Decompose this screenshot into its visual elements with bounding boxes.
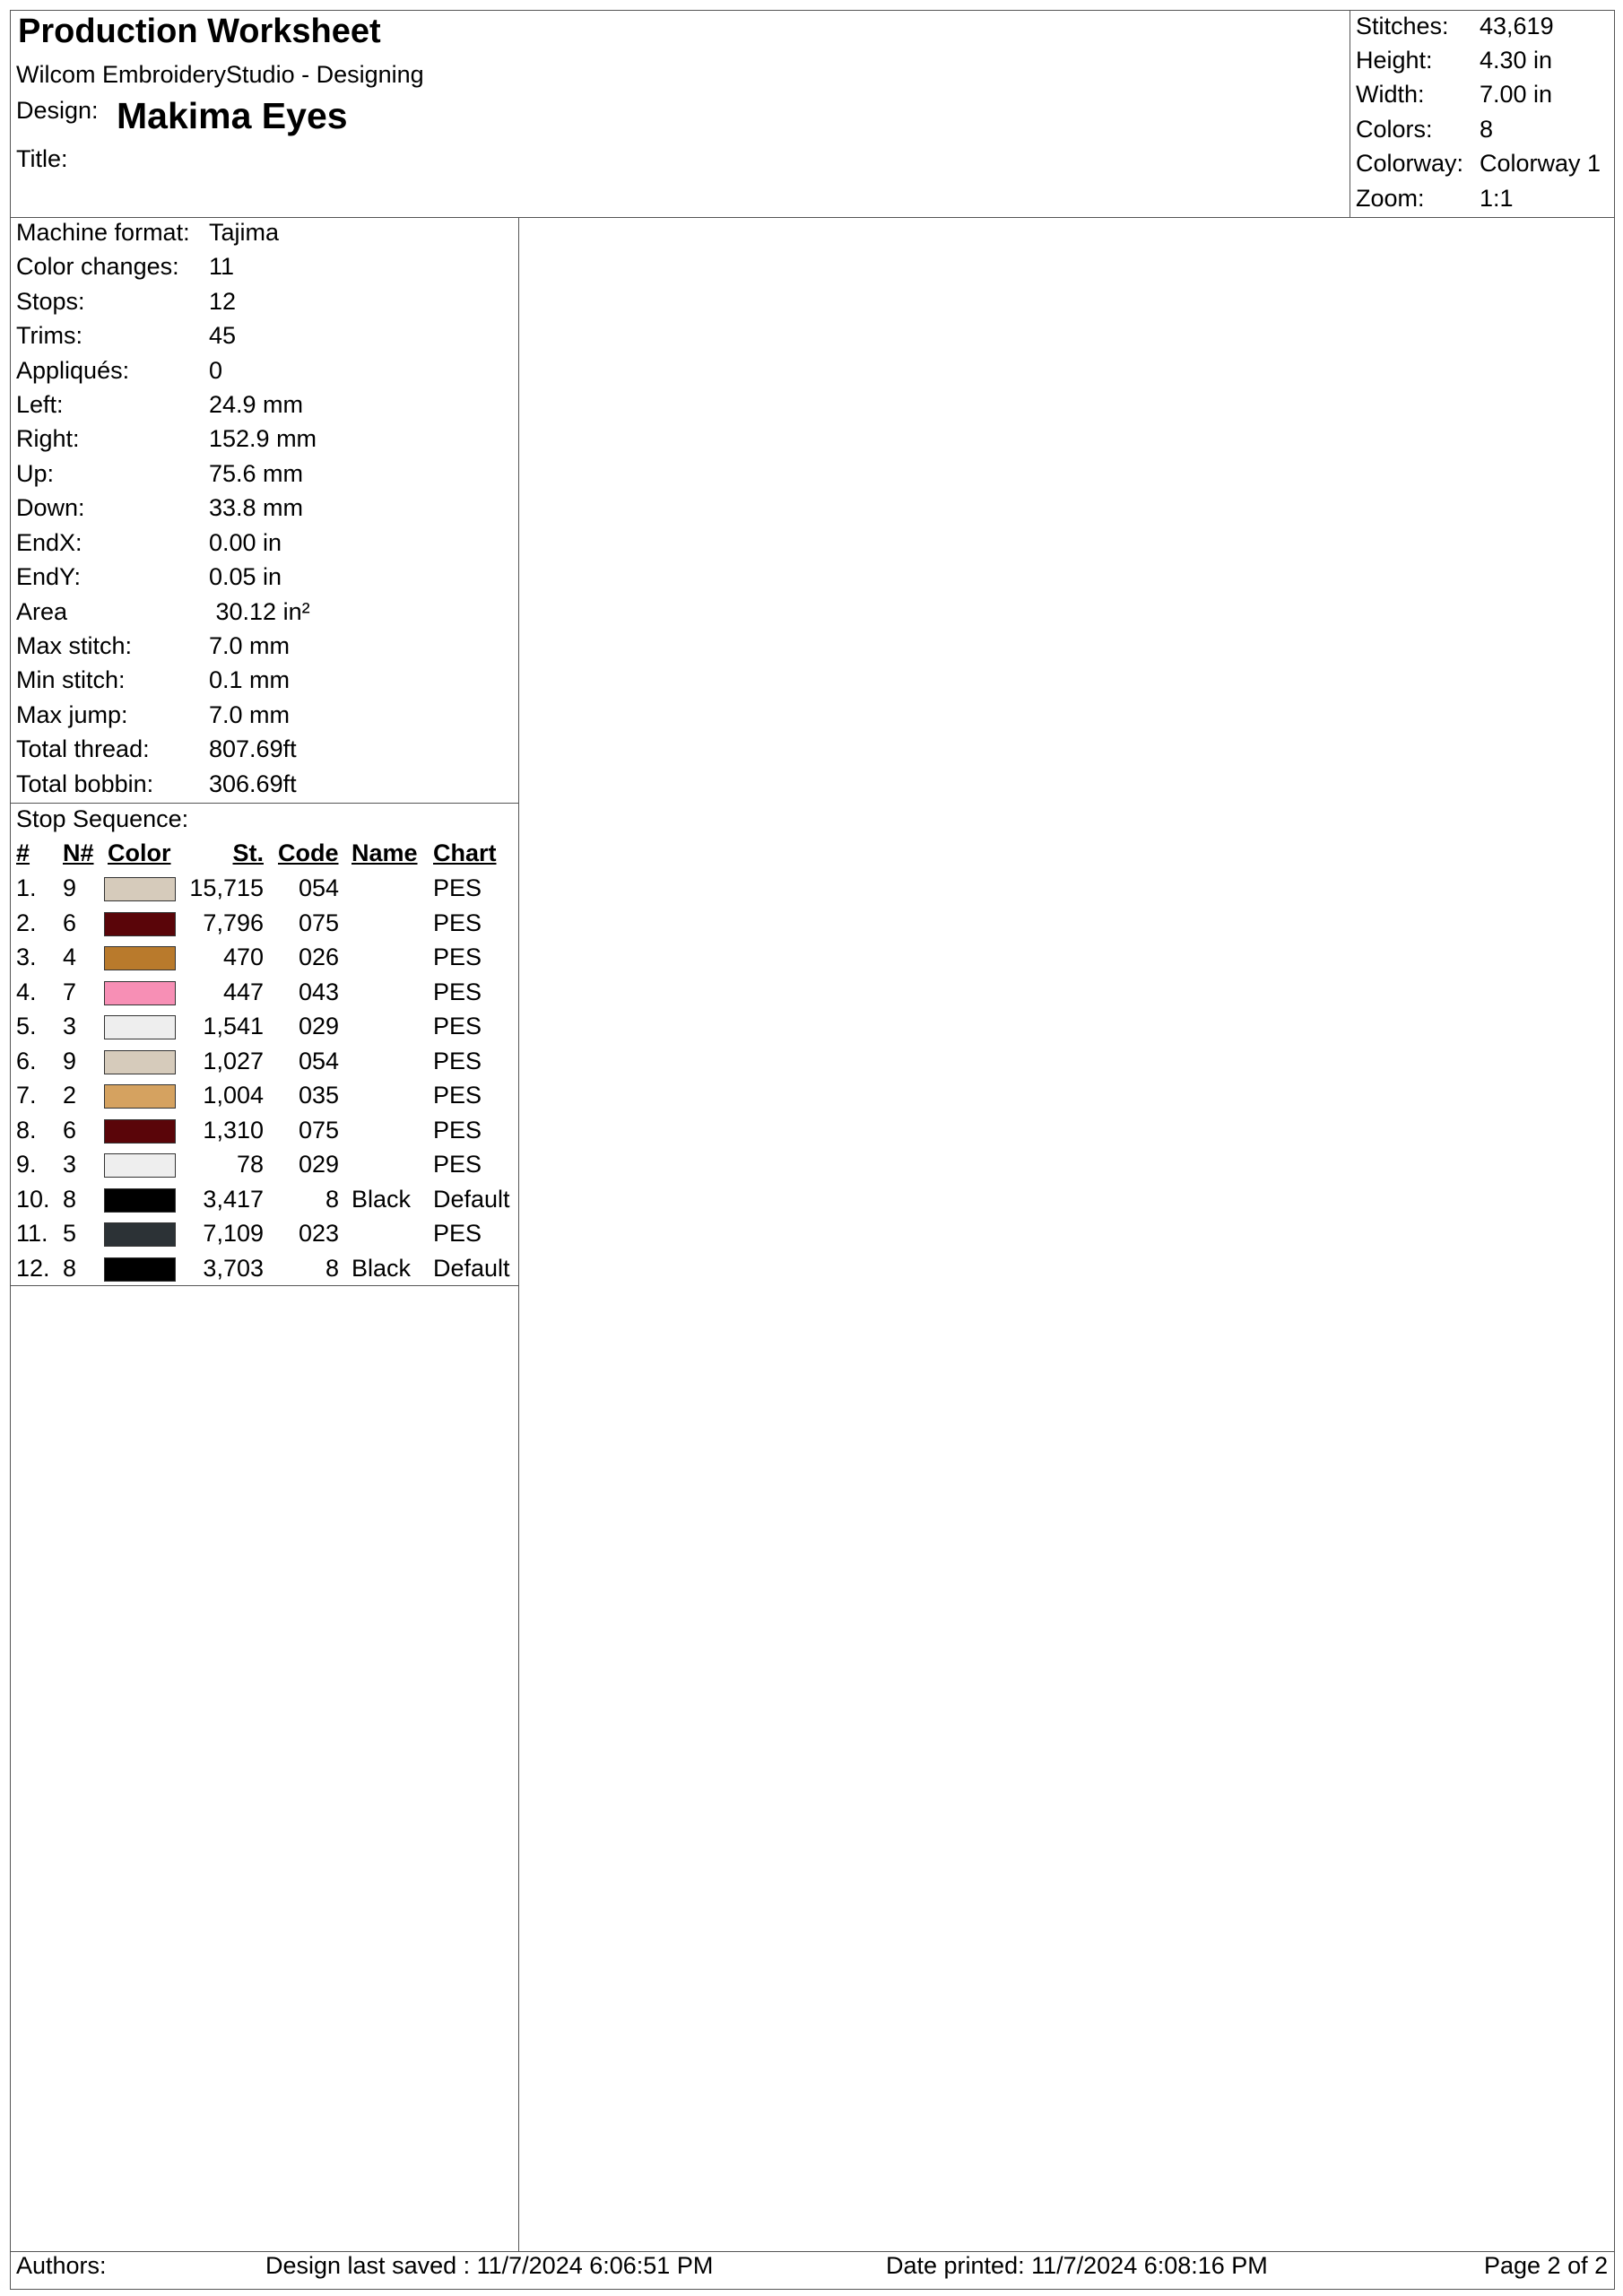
row-needle: 8 [63,1255,77,1282]
spec-value: 24.9 mm [209,391,304,418]
spec-value: 75.6 mm [209,460,304,487]
spec-value: 807.69ft [209,735,297,762]
design-label: Design: [16,97,99,124]
summary-label: Zoom: [1356,185,1425,212]
color-swatch [104,1084,176,1109]
column-header-code: Code [278,839,339,866]
spec-label: EndX: [16,529,82,556]
row-code: 026 [298,944,339,970]
header-divider [10,217,1615,218]
row-stitches: 1,027 [203,1048,264,1074]
row-chart: PES [433,874,482,901]
row-number: 3. [16,944,37,970]
column-header-needle: N# [63,839,94,866]
color-swatch [104,1153,176,1178]
color-swatch [104,912,176,936]
color-swatch [104,1188,176,1213]
page-title: Production Worksheet [18,13,381,50]
row-number: 7. [16,1082,37,1109]
spec-label: Max jump: [16,701,128,728]
row-chart: Default [433,1255,510,1282]
row-number: 10. [16,1186,50,1213]
color-swatch [104,946,176,970]
row-number: 2. [16,909,37,936]
spec-value: 0 [209,357,223,384]
summary-label: Stitches: [1356,13,1449,39]
row-number: 12. [16,1255,50,1282]
row-chart: PES [433,1048,482,1074]
row-needle: 6 [63,1117,77,1144]
spec-label: Left: [16,391,64,418]
column-header-name: Name [352,839,418,866]
row-code: 029 [298,1151,339,1178]
color-swatch [104,1119,176,1144]
row-needle: 3 [63,1013,77,1039]
row-stitches: 7,796 [203,909,264,936]
spec-value: 11 [209,253,235,280]
summary-value: 4.30 in [1480,47,1553,74]
last-saved: Design last saved : 11/7/2024 6:06:51 PM [265,2252,714,2279]
column-header-num: # [16,839,30,866]
row-needle: 2 [63,1082,77,1109]
row-stitches: 1,310 [203,1117,264,1144]
spec-label: Right: [16,425,80,452]
spec-label: Total thread: [16,735,150,762]
stop-sequence-label: Stop Sequence: [16,805,189,832]
spec-label: Min stitch: [16,666,126,693]
spec-label: Appliqués: [16,357,130,384]
row-code: 043 [298,978,339,1005]
spec-value: 45 [209,322,237,349]
spec-value: 7.0 mm [209,701,291,728]
spec-value: 33.8 mm [209,494,304,521]
footer-divider [10,2251,1615,2252]
spec-value: 7.0 mm [209,632,291,659]
row-chart: PES [433,1013,482,1039]
summary-value: 43,619 [1480,13,1554,39]
row-code: 8 [325,1186,339,1213]
spec-label: Max stitch: [16,632,133,659]
row-stitches: 1,004 [203,1082,264,1109]
row-chart: PES [433,1151,482,1178]
date-printed: Date printed: 11/7/2024 6:08:16 PM [886,2252,1268,2279]
spec-value: 0.05 in [209,563,282,590]
row-chart: PES [433,1220,482,1247]
row-needle: 9 [63,874,77,901]
summary-value: 7.00 in [1480,81,1553,108]
worksheet-frame [10,10,1615,2290]
row-chart: Default [433,1186,510,1213]
column-header-chart: Chart [433,839,497,866]
row-chart: PES [433,944,482,970]
spec-value: 0.00 in [209,529,282,556]
authors-label: Authors: [16,2252,107,2279]
row-stitches: 3,417 [203,1186,264,1213]
color-swatch [104,981,176,1005]
row-chart: PES [433,1082,482,1109]
spec-value: 152.9 mm [209,425,317,452]
summary-label: Colorway: [1356,150,1464,177]
spec-label: Total bobbin: [16,770,154,797]
row-number: 5. [16,1013,37,1039]
row-number: 1. [16,874,37,901]
row-chart: PES [433,1117,482,1144]
row-name: Black [352,1186,412,1213]
color-swatch [104,877,176,901]
row-stitches: 78 [236,1151,264,1178]
design-name: Makima Eyes [117,95,348,136]
row-code: 075 [298,1117,339,1144]
color-swatch [104,1257,176,1282]
spec-value: Tajima [209,219,280,246]
row-needle: 7 [63,978,77,1005]
row-stitches: 15,715 [189,874,264,901]
row-number: 4. [16,978,37,1005]
spec-label: Stops: [16,288,85,315]
row-needle: 4 [63,944,77,970]
title-label: Title: [16,145,68,172]
column-header-stitches: St. [232,839,264,866]
row-number: 8. [16,1117,37,1144]
row-code: 075 [298,909,339,936]
row-stitches: 1,541 [203,1013,264,1039]
row-number: 11. [16,1220,48,1247]
summary-value: 1:1 [1480,185,1514,212]
spec-value: 306.69ft [209,770,297,797]
row-chart: PES [433,909,482,936]
row-code: 054 [298,874,339,901]
spec-value: 0.1 mm [209,666,291,693]
spec-label: EndY: [16,563,82,590]
spec-value: 12 [209,288,237,315]
summary-label: Height: [1356,47,1433,74]
page-number: Page 2 of 2 [1484,2252,1609,2279]
row-needle: 5 [63,1220,77,1247]
spec-label: Down: [16,494,85,521]
row-code: 054 [298,1048,339,1074]
row-number: 6. [16,1048,37,1074]
row-chart: PES [433,978,482,1005]
specs-divider [10,803,518,804]
row-stitches: 470 [222,944,264,970]
spec-label: Up: [16,460,55,487]
column-header-color: Color [108,839,171,866]
row-code: 029 [298,1013,339,1039]
spec-label: Color changes: [16,253,179,280]
row-stitches: 447 [222,978,264,1005]
summary-value: Colorway 1 [1480,150,1601,177]
row-number: 9. [16,1151,37,1178]
row-name: Black [352,1255,412,1282]
row-needle: 3 [63,1151,77,1178]
summary-label: Colors: [1356,116,1433,143]
color-swatch [104,1050,176,1074]
row-needle: 8 [63,1186,77,1213]
row-code: 8 [325,1255,339,1282]
spec-label: Area [16,598,68,625]
color-swatch [104,1015,176,1039]
color-swatch [104,1222,176,1247]
stop-sequence-divider [10,1285,518,1286]
row-needle: 6 [63,909,77,936]
row-stitches: 7,109 [203,1220,264,1247]
spec-label: Trims: [16,322,82,349]
summary-value: 8 [1480,116,1494,143]
spec-value: 30.12 in² [209,598,310,625]
spec-label: Machine format: [16,219,190,246]
left-panel-divider [518,217,519,2251]
software-name: Wilcom EmbroideryStudio - Designing [16,61,424,88]
row-needle: 9 [63,1048,77,1074]
row-code: 035 [298,1082,339,1109]
summary-label: Width: [1356,81,1425,108]
row-stitches: 3,703 [203,1255,264,1282]
row-code: 023 [298,1220,339,1247]
